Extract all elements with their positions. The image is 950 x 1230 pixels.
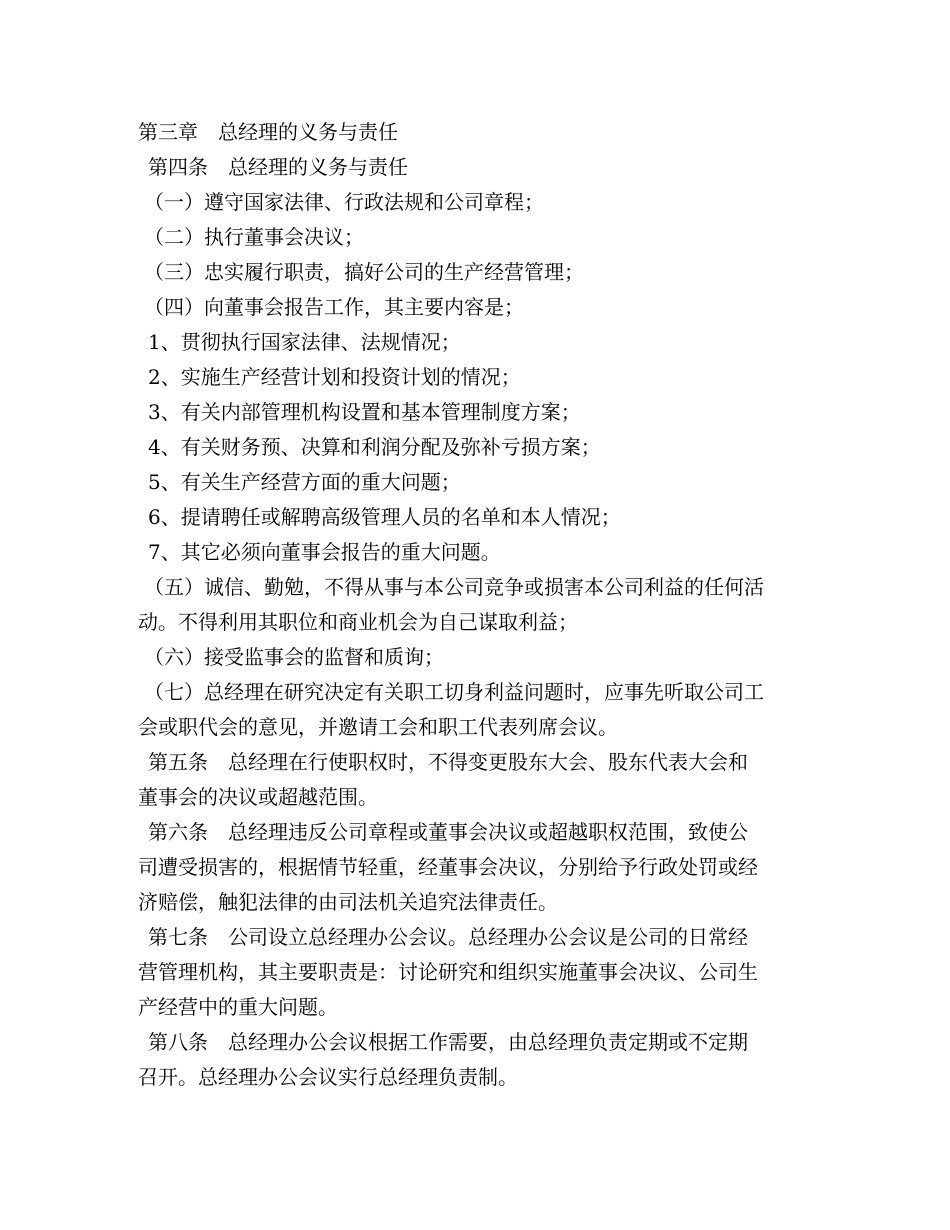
text-line: （七）总经理在研究决定有关职工切身利益问题时，应事先听取公司工 (144, 680, 764, 704)
text-line: 召开。总经理办公会议实行总经理负责制。 (138, 1065, 518, 1089)
text-line: （六）接受监事会的监督和质询； (144, 645, 444, 669)
text-line: （三）忠实履行职责，搞好公司的生产经营管理； (144, 260, 584, 284)
chapter-heading: 第三章 总经理的义务与责任 (138, 120, 398, 144)
text-line: 2、实施生产经营计划和投资计划的情况； (148, 365, 521, 389)
text-line: 第五条 总经理在行使职权时，不得变更股东大会、股东代表大会和 (148, 750, 748, 774)
text-line: 产经营中的重大问题。 (138, 995, 338, 1019)
text-line: （二）执行董事会决议； (144, 225, 364, 249)
text-line: （五）诚信、勤勉，不得从事与本公司竞争或损害本公司利益的任何活 (144, 575, 764, 599)
text-line: 1、贯彻执行国家法律、法规情况； (148, 330, 461, 354)
text-line: 7、其它必须向董事会报告的重大问题。 (148, 540, 501, 564)
text-line: 董事会的决议或超越范围。 (138, 785, 378, 809)
text-line: 5、有关生产经营方面的重大问题； (148, 470, 461, 494)
text-line: 3、有关内部管理机构设置和基本管理制度方案； (148, 400, 581, 424)
text-line: 4、有关财务预、决算和利润分配及弥补亏损方案； (148, 435, 601, 459)
text-line: 第六条 总经理违反公司章程或董事会决议或超越职权范围，致使公 (148, 820, 748, 844)
text-line: （一）遵守国家法律、行政法规和公司章程； (144, 190, 544, 214)
text-line: 6、提请聘任或解聘高级管理人员的名单和本人情况； (148, 505, 621, 529)
text-line: 司遭受损害的，根据情节轻重，经董事会决议，分别给予行政处罚或经 (138, 855, 758, 879)
text-line: 济赔偿，触犯法律的由司法机关追究法律责任。 (138, 890, 558, 914)
article-heading: 第四条 总经理的义务与责任 (148, 155, 408, 179)
text-line: 第七条 公司设立总经理办公会议。总经理办公会议是公司的日常经 (148, 925, 748, 949)
text-line: （四）向董事会报告工作，其主要内容是； (144, 295, 524, 319)
text-line: 营管理机构，其主要职责是：讨论研究和组织实施董事会决议、公司生 (138, 960, 758, 984)
document-page (138, 115, 818, 1095)
text-line: 动。不得利用其职位和商业机会为自己谋取利益； (138, 610, 578, 634)
text-line: 会或职代会的意见，并邀请工会和职工代表列席会议。 (138, 715, 618, 739)
text-line: 第八条 总经理办公会议根据工作需要，由总经理负责定期或不定期 (148, 1030, 748, 1054)
